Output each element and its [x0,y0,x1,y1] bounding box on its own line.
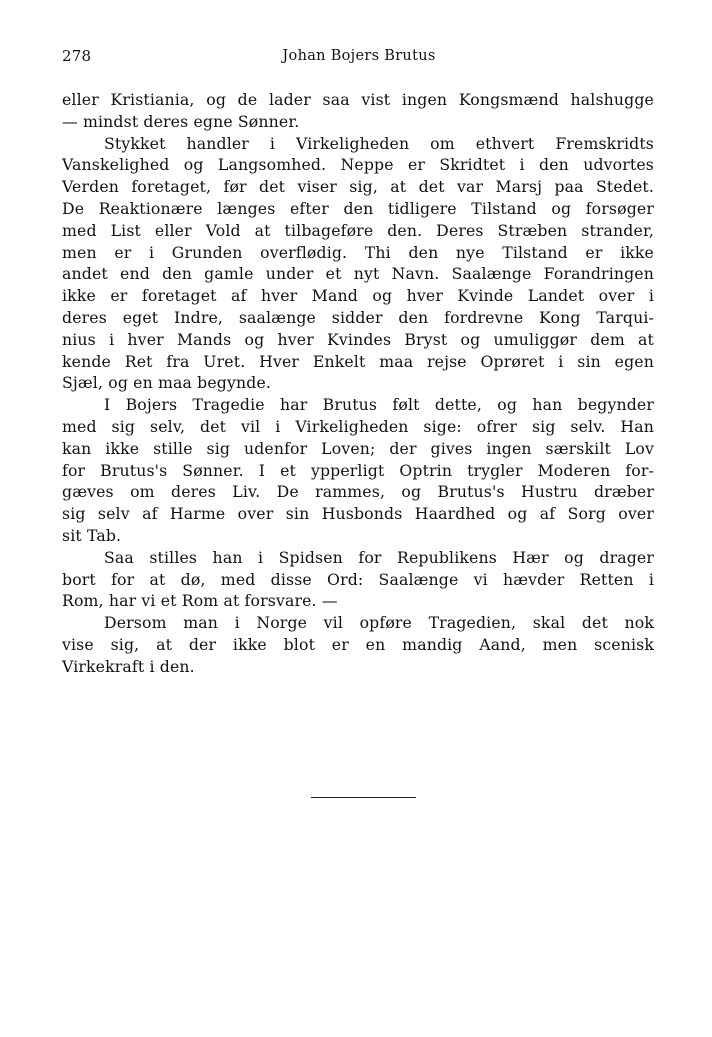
text-line: for Brutus's Sønner. I et ypperligt Optrin trygler Moderen for- [62,460,654,480]
end-rule [311,797,416,798]
text-line: bort for at dø, med disse Ord: Saalænge vi hævder Retten i [62,569,654,589]
page-number: 278 [62,47,92,65]
text-line: Verden foretaget, før det viser sig, at det var Marsj paa Stedet. [62,177,654,197]
text-line: nius i hver Mands og hver Kvindes Bryst og umuliggør dem at [62,329,654,349]
text-line: Rom, har vi et Rom at forsvare. — [62,591,338,611]
text-line: men er i Grunden overflødig. Thi den nye Tilstand er ikke [62,242,654,262]
text-line: gæves om deres Liv. De rammes, og Brutus's Hustru dræber [62,482,654,502]
body-text [62,89,654,678]
text-line: med sig selv, det vil i Virkeligheden sige: ofrer sig selv. Han [62,416,654,436]
text-line: ikke er foretaget af hver Mand og hver Kvinde Landet over i [62,286,654,306]
text-line: eller Kristiania, og de lader saa vist ingen Kongsmænd halshugge [62,90,654,109]
running-head-title: Johan Bojers Brutus [282,48,436,64]
text-line: Saa stilles han i Spidsen for Republikens Hær og drager [104,547,654,567]
text-line: — mindst deres egne Sønner. [62,111,300,131]
text-line: I Bojers Tragedie har Brutus følt dette, og han begynder [104,395,654,415]
text-line: med List eller Vold at tilbageføre den. Deres Stræben strander, [62,220,654,240]
text-line: deres eget Indre, saalænge sidder den fordrevne Kong Tarqui- [62,307,654,327]
text-line: Virkekraft i den. [62,656,195,676]
text-line: Dersom man i Norge vil opføre Tragedien, skal det nok [104,613,654,633]
text-line: sit Tab. [62,525,122,545]
text-line: kan ikke stille sig udenfor Loven; der gives ingen særskilt Lov [62,438,654,458]
running-head [0,48,712,64]
text-line: Stykket handler i Virkeligheden om ethvert Fremskridts [104,133,654,153]
text-line: De Reaktionære længes efter den tidligere Tilstand og forsøger [62,198,654,218]
text-line: andet end den gamle under et nyt Navn. Saalænge Forandringen [62,264,654,284]
text-line: sig selv af Harme over sin Husbonds Haardhed og af Sorg over [62,504,654,524]
text-line: Sjæl, og en maa begynde. [62,373,272,393]
text-line: kende Ret fra Uret. Hver Enkelt maa rejse Oprøret i sin egen [62,351,654,371]
text-line: vise sig, at der ikke blot er en mandig Aand, men scenisk [62,634,654,654]
text-line: Vanskelighed og Langsomhed. Neppe er Skridtet i den udvortes [62,155,654,175]
